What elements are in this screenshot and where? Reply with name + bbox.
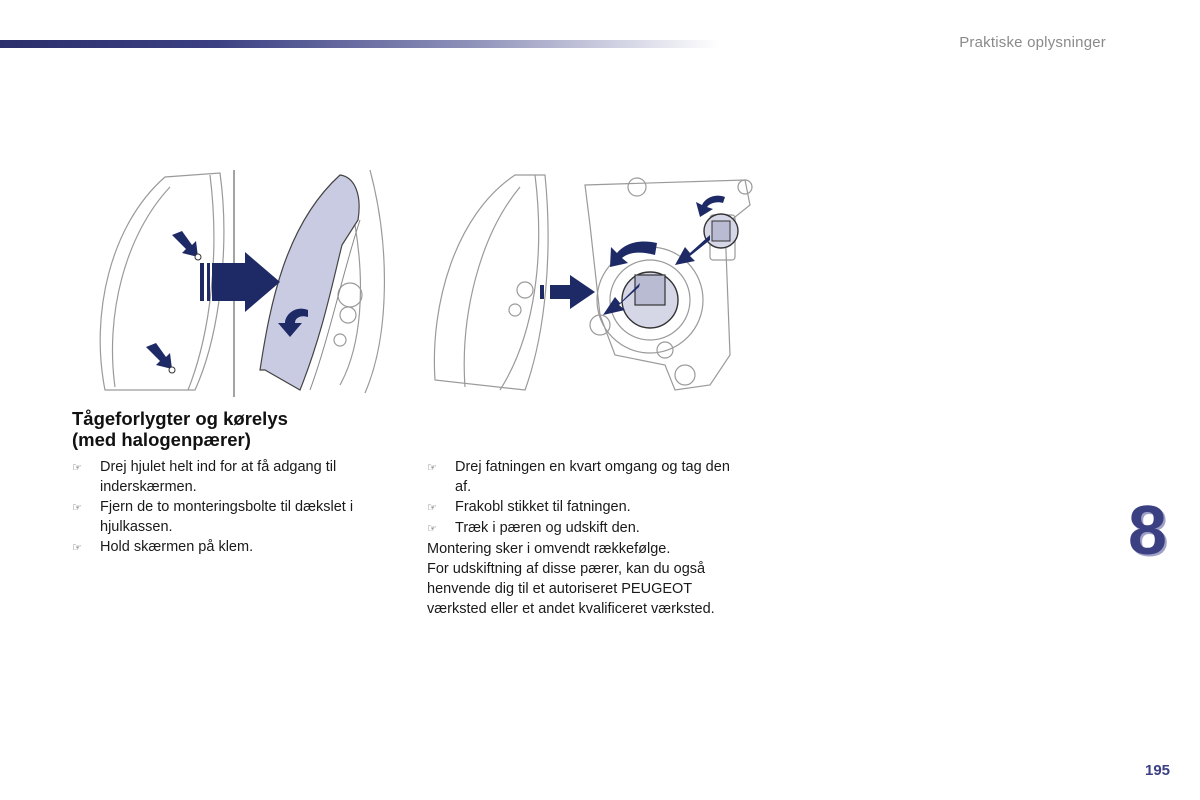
- pointing-hand-icon: ☞: [72, 542, 82, 554]
- list-item: [72, 537, 392, 558]
- workshop-note: For udskiftning af disse pærer, kan du også henvende dig til et autoriseret PEUGEOT værksted eller et andet kvalificeret værksted.: [427, 561, 715, 617]
- pointing-hand-icon: ☞: [72, 462, 82, 474]
- section-title-line-2: (med halogenpærer): [72, 429, 251, 450]
- step-text: Hold skærmen på klem.: [100, 539, 254, 555]
- list-item: [427, 457, 747, 497]
- page-number: 195: [1145, 762, 1171, 779]
- pointing-hand-icon: ☞: [427, 523, 437, 535]
- step-text: Fjern de to monteringsbolte til dækslet i hjulkassen.: [100, 499, 354, 535]
- bolt-arrow-icon: [146, 343, 172, 369]
- fog-lamp-bulb-replacement-illustration: [425, 165, 760, 400]
- step-text: Drej hjulet helt ind for at få adgang til inderskærmen.: [100, 459, 337, 495]
- step-text: Frakobl stikket til fatningen.: [455, 499, 631, 515]
- list-item: [427, 497, 747, 518]
- left-instructions: [72, 457, 392, 558]
- right-arrow-icon: [550, 275, 595, 309]
- step-text: Træk i pæren og udskift den.: [455, 520, 640, 536]
- section-title: [72, 408, 402, 450]
- list-item: [427, 518, 747, 539]
- bolt-arrow-icon: [172, 231, 198, 257]
- list-item: [72, 497, 392, 537]
- chapter-number: 8: [1128, 491, 1167, 569]
- header-gradient-bar: [0, 40, 720, 48]
- pointing-hand-icon: ☞: [427, 462, 437, 474]
- step-text: Drej fatningen en kvart omgang og tag den af.: [455, 459, 730, 495]
- list-item: [72, 457, 392, 497]
- right-instructions: [427, 457, 747, 619]
- disconnect-arrow-icon: [675, 235, 710, 265]
- fender-liner-removal-illustration: [70, 165, 400, 400]
- section-title-line-1: Tågeforlygter og kørelys: [72, 408, 288, 429]
- section-header: Praktiske oplysninger: [959, 34, 1106, 51]
- reassembly-note: Montering sker i omvendt rækkefølge.: [427, 541, 671, 557]
- pointing-hand-icon: ☞: [72, 502, 82, 514]
- right-arrow-icon: [212, 252, 280, 312]
- pointing-hand-icon: ☞: [427, 502, 437, 514]
